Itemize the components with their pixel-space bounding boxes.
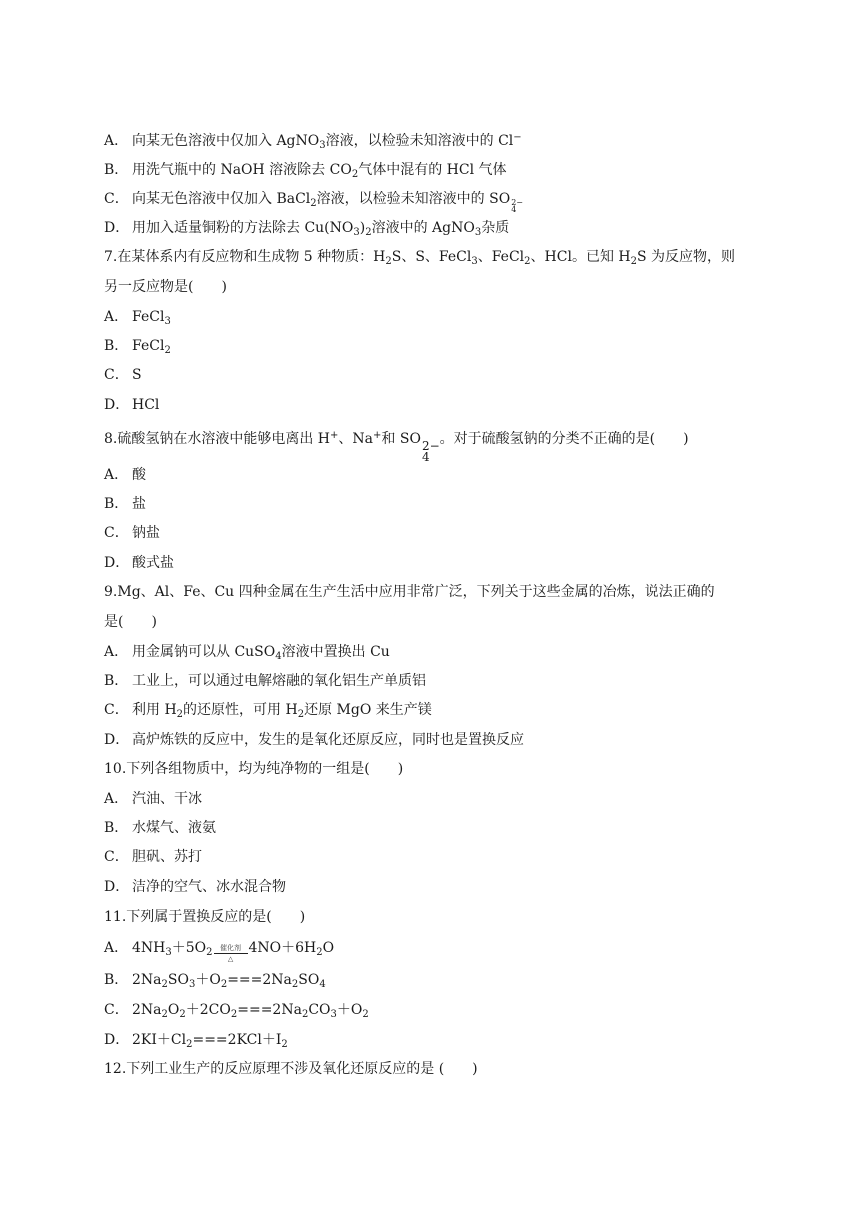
sulfate-ion-charge: 2− 4	[511, 198, 523, 214]
q9-option-a: A． 用金属钠可以从 CuSO$_4$溶液中置换出 Cu	[104, 644, 390, 662]
q10-option-a: A． 汽油、干冰	[104, 791, 202, 807]
q7-option-b: B． FeCl$_2$	[104, 338, 171, 356]
q6-option-d: D． 用加入适量铜粉的方法除去 $Cu(NO_3)_2$溶液中的 AgNO$_3$杂质	[104, 220, 510, 238]
sulfate-ion-charge: 2− 4	[421, 439, 440, 464]
q9-option-d: D． 高炉炼铁的反应中，发生的是氧化还原反应，同时也是置换反应	[104, 732, 524, 748]
q8-option-a: A． 酸	[104, 467, 146, 483]
reaction-condition-arrow: 催化剂 △	[214, 944, 248, 963]
q7-option-d: D． HCl	[104, 397, 160, 413]
q11-option-d: D． $2KI+Cl_2===2KCl+I_2$	[104, 1032, 288, 1050]
q7-stem-line1: 7.在某体系内有反应物和生成物 5 种物质：$H_2S$、S、FeCl$_3$、FeCl$_2$、HCl。已知 $H_2S$ 为反应物，则	[104, 249, 736, 267]
q8-option-c: C． 钠盐	[104, 525, 160, 541]
q9-stem-line1: 9.Mg、Al、Fe、Cu 四种金属在生产生活中应用非常广泛，下列关于这些金属的冶炼，说法正确的	[104, 584, 715, 600]
q9-stem-line2: 是( )	[104, 614, 157, 630]
q6-option-a: A． 向某无色溶液中仅加入 AgNO$_3$溶液，以检验未知溶液中的 Cl−	[104, 132, 522, 151]
q7-option-c: C． S	[104, 367, 142, 383]
q8-option-b: B． 盐	[104, 496, 146, 512]
q9-option-c: C． 利用 $H_2$的还原性，可用 $H_2$还原 MgO 来生产镁	[104, 702, 432, 720]
q11-stem: 11.下列属于置换反应的是( )	[104, 909, 306, 925]
q11-option-b: B． $2Na_2SO_3+O_2===2Na_2SO_4$	[104, 972, 326, 990]
q10-stem: 10.下列各组物质中，均为纯净物的一组是( )	[104, 761, 404, 777]
q12-stem: 12.下列工业生产的反应原理不涉及氧化还原反应的是 ( )	[104, 1061, 478, 1077]
q11-option-a: A． $4NH_3+5O_2$ 催化剂 △ $4NO+6H_2O$	[104, 940, 335, 963]
q10-option-b: B． 水煤气、液氨	[104, 820, 216, 836]
q10-option-c: C． 胆矾、苏打	[104, 849, 202, 865]
q8-stem: 8.硫酸氢钠在水溶液中能够电离出 H+、Na+和 SO 2− 4 。对于硫酸氢钠的分类不正确的是( )	[104, 430, 689, 464]
q11-option-c: C． $2Na_2O_2+2CO_2===2Na_2CO_3+O_2$	[104, 1002, 369, 1020]
q7-stem-line2: 另一反应物是( )	[104, 279, 227, 295]
q8-option-d: D． 酸式盐	[104, 555, 174, 571]
q9-option-b: B． 工业上，可以通过电解熔融的氧化铝生产单质铝	[104, 673, 426, 689]
q6-option-b: B． 用洗气瓶中的 NaOH 溶液除去 $CO_2$气体中混有的 HCl 气体	[104, 162, 507, 180]
q10-option-d: D． 洁净的空气、冰水混合物	[104, 879, 286, 895]
q6-option-c: C． 向某无色溶液中仅加入 BaCl$_2$溶液，以检验未知溶液中的 SO 2− 4	[104, 191, 523, 214]
q7-option-a: A． FeCl$_3$	[104, 309, 171, 327]
